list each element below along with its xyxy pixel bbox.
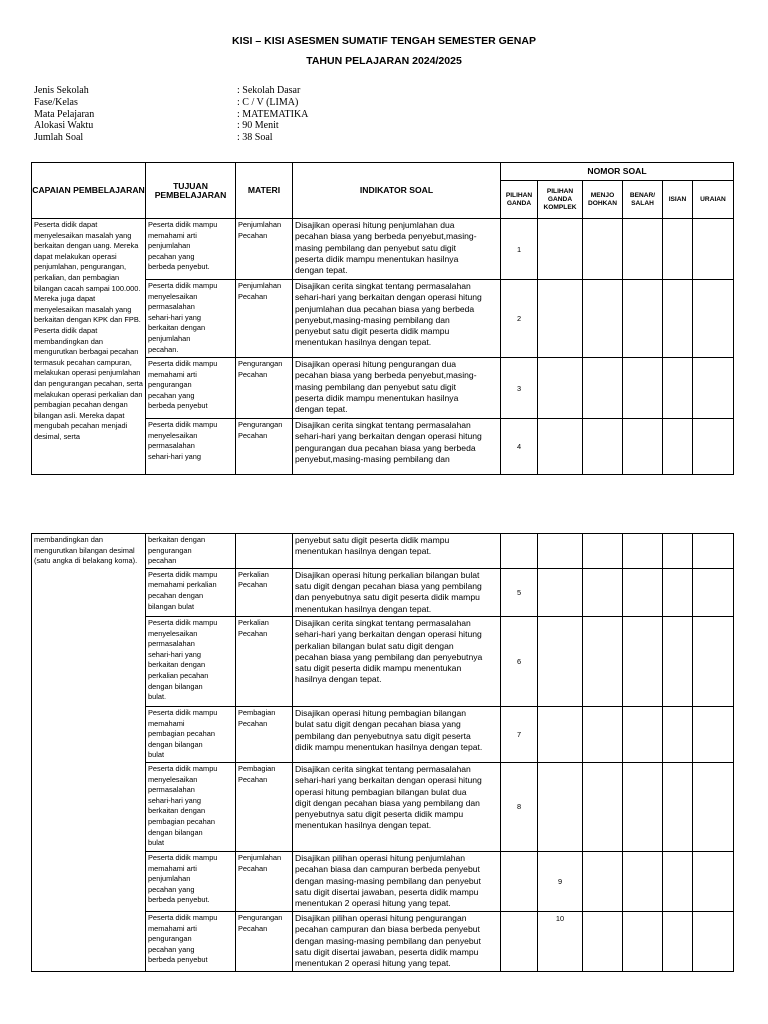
tujuan-cell [146, 358, 236, 419]
pgk-number [538, 534, 583, 569]
materi-text: Perkalian Pecahan [238, 617, 269, 638]
materi-cell [236, 616, 293, 706]
pg-number [501, 534, 538, 569]
pgk-number [538, 706, 583, 762]
materi-text: Penjumlahan Pecahan [238, 852, 282, 873]
empty-cell [693, 911, 734, 971]
pg-number: 5 [501, 568, 538, 616]
pg-number: 6 [501, 616, 538, 706]
materi-text: Pengurangan Pecahan [238, 359, 283, 379]
pgk-number [538, 568, 583, 616]
kisi-table-page1 [31, 162, 734, 475]
empty-cell [583, 534, 623, 569]
header-nomor-soal: NOMOR SOAL [501, 163, 734, 181]
empty-cell [663, 358, 693, 419]
pgk-number [538, 219, 583, 280]
empty-cell [693, 280, 734, 358]
indikator-cell [293, 851, 501, 911]
empty-cell [663, 616, 693, 706]
empty-cell [663, 419, 693, 475]
pg-number: 7 [501, 706, 538, 762]
indikator-text: Disajikan cerita singkat tentang permasalahan sehari-hari yang berkaitan dengan operasi hitung pengurangan dua pecahan biasa yang berbeda penyebut,masing-masing pembilang dan [295, 420, 482, 464]
indikator-text: Disajikan operasi hitung penjumlahan dua pecahan biasa yang berbeda penyebut,masing- masing pembilang dan penyebut satu digit peserta didik mampu menentukan hasilnya dengan tepat. [295, 220, 477, 276]
empty-cell [663, 762, 693, 851]
empty-cell [663, 219, 693, 280]
tujuan-text: Peserta didik mampu menyelesaikan permasalahan sehari-hari yang [148, 420, 218, 461]
pg-number: 1 [501, 219, 538, 280]
empty-cell [663, 534, 693, 569]
empty-cell [693, 358, 734, 419]
indikator-cell [293, 280, 501, 358]
empty-cell [623, 419, 663, 475]
tujuan-text: Peserta didik mampu memahami arti pengurangan pecahan yang berbeda penyebut [148, 912, 218, 965]
info-value: : 38 Soal [237, 132, 273, 144]
tujuan-cell [146, 706, 236, 762]
tujuan-text: Peserta didik mampu memahami arti penjumlahan pecahan yang berbeda penyebut. [148, 852, 218, 905]
header-capaian: CAPAIAN PEMBELAJARAN [32, 163, 146, 219]
tujuan-cell [146, 219, 236, 280]
document-title: KISI – KISI ASESMEN SUMATIF TENGAH SEMESTER GENAP [232, 35, 536, 47]
empty-cell [663, 280, 693, 358]
pgk-number [538, 762, 583, 851]
empty-cell [623, 706, 663, 762]
header-benar-salah: BENAR/ SALAH [623, 181, 663, 219]
indikator-cell [293, 219, 501, 280]
info-label: Mata Pelajaran [34, 108, 95, 120]
empty-cell [583, 706, 623, 762]
header-uraian: URAIAN [693, 181, 734, 219]
empty-cell [693, 568, 734, 616]
info-label: Jumlah Soal [34, 132, 84, 144]
indikator-text: Disajikan pilihan operasi hitung pengurangan pecahan campuran dan biasa berbeda penyebut dengan masing-masing pembilang dan penyebut satu digit disertai jawaban, peserta didik mampu menentukan 2 operasi hitung yang tepat. [295, 912, 481, 969]
header-materi: MATERI [236, 163, 293, 219]
materi-text: Pengurangan Pecahan [238, 912, 283, 933]
materi-cell [236, 358, 293, 419]
tujuan-text: Peserta didik mampu menyelesaikan permasalahan sehari-hari yang berkaitan dengan perkalian pecahan dengan bilangan bulat. [148, 617, 218, 702]
materi-cell [236, 419, 293, 475]
pg-number [501, 851, 538, 911]
info-label: Jenis Sekolah [34, 85, 89, 96]
empty-cell [583, 762, 623, 851]
tujuan-cell [146, 280, 236, 358]
empty-cell [583, 219, 623, 280]
empty-cell [693, 706, 734, 762]
indikator-text: Disajikan pilihan operasi hitung penjumlahan pecahan biasa dan campuran berbeda penyebut dengan masing-masing pembilang dan penyebut satu digit disertai jawaban, peserta didik mampu menentukan 2 operasi hitung yang tepat. [295, 852, 481, 909]
indikator-cell [293, 568, 501, 616]
materi-text [236, 534, 292, 536]
pg-number: 8 [501, 762, 538, 851]
indikator-cell [293, 616, 501, 706]
tujuan-cell [146, 616, 236, 706]
materi-cell [236, 568, 293, 616]
materi-cell [236, 280, 293, 358]
header-tujuan: TUJUAN PEMBELAJARAN [146, 163, 236, 219]
materi-text: Pembagian Pecahan [238, 763, 276, 784]
pg-number: 3 [501, 358, 538, 419]
empty-cell [623, 568, 663, 616]
tujuan-text: Peserta didik mampu memahami perkalian pecahan dengan bilangan bulat [148, 569, 218, 611]
empty-cell [663, 911, 693, 971]
tujuan-cell [146, 851, 236, 911]
tujuan-cell [146, 419, 236, 475]
tujuan-text: Peserta didik mampu memahami arti pengurangan pecahan yang berbeda penyebut [148, 359, 218, 411]
tujuan-cell [146, 911, 236, 971]
empty-cell [693, 851, 734, 911]
tujuan-cell [146, 762, 236, 851]
capaian-text: Peserta didik dapat menyelesaikan masalah yang berkaitan dengan uang. Mereka dapat melakukan operasi penjumlahan, pengurangan, perkalian, dan pembagian bilangan cacah sampai 100.000. Mereka juga dapat menyelesaikan masalah yang berkaitan dengan KPK dan FPB. Peserta didik dapat membandingkan dan mengurutkan berbagai pecahan termasuk pecahan campuran, melakukan operasi penjumlahan dan pengurangan pecahan, serta melakukan operasi perkalian dan pembagian pecahan dengan bilangan asli. Mereka dapat mengubah pecahan menjadi desimal, serta [34, 220, 143, 441]
indikator-cell [293, 911, 501, 971]
pgk-number: 9 [538, 851, 583, 911]
indikator-text: Disajikan operasi hitung pembagian bilangan bulat satu digit dengan pecahan biasa yang pembilang dan penyebutnya satu digit peserta didik mampu menentukan hasilnya dengan tepat. [295, 707, 483, 752]
pgk-number [538, 419, 583, 475]
materi-cell [236, 706, 293, 762]
empty-cell [693, 219, 734, 280]
info-value: : MATEMATIKA [237, 108, 309, 120]
empty-cell [693, 419, 734, 475]
materi-cell [236, 534, 293, 569]
empty-cell [663, 851, 693, 911]
empty-cell [583, 419, 623, 475]
tujuan-text: Peserta didik mampu menyelesaikan permasalahan sehari-hari yang berkaitan dengan penjumlahan pecahan. [148, 281, 218, 354]
indikator-text: Disajikan operasi hitung pengurangan dua pecahan biasa yang berbeda penyebut,masing- masing pembilang dan penyebut satu digit peserta didik mampu menentukan hasilnya dengan tepat. [295, 359, 477, 415]
kisi-table-page2 [31, 533, 734, 972]
materi-cell [236, 219, 293, 280]
empty-cell [623, 219, 663, 280]
tujuan-text: berkaitan dengan pengurangan pecahan [148, 535, 206, 566]
header-menjodohkan: MENJO DOHKAN [583, 181, 623, 219]
info-value: : C / V (LIMA) [237, 96, 299, 108]
pgk-number: 10 [538, 911, 583, 971]
tujuan-cell [146, 568, 236, 616]
indikator-cell [293, 534, 501, 569]
empty-cell [583, 911, 623, 971]
empty-cell [623, 280, 663, 358]
header-indikator: INDIKATOR SOAL [293, 163, 501, 219]
header-pilihan-ganda-komplek: PILIHAN GANDA KOMPLEK [538, 181, 583, 219]
materi-text: Penjumlahan Pecahan [238, 281, 282, 301]
empty-cell [583, 280, 623, 358]
materi-cell [236, 762, 293, 851]
pgk-number [538, 358, 583, 419]
indikator-cell [293, 358, 501, 419]
empty-cell [623, 534, 663, 569]
indikator-cell [293, 762, 501, 851]
tujuan-cell [146, 534, 236, 569]
materi-text: Perkalian Pecahan [238, 569, 269, 590]
empty-cell [583, 616, 623, 706]
header-pilihan-ganda: PILIHAN GANDA [501, 181, 538, 219]
empty-cell [623, 851, 663, 911]
empty-cell [583, 568, 623, 616]
indikator-text: penyebut satu digit peserta didik mampu menentukan hasilnya dengan tepat. [295, 535, 450, 557]
pg-number [501, 911, 538, 971]
empty-cell [663, 706, 693, 762]
indikator-text: Disajikan cerita singkat tentang permasalahan sehari-hari yang berkaitan dengan operasi hitung perkalian bilangan bulat satu digit dengan pecahan biasa yang pembilang dan penyebutnya satu digit peserta didik mampu menentukan hasilnya dengan tepat. [295, 617, 483, 685]
tujuan-text: Peserta didik mampu memahami pembagian pecahan dengan bilangan bulat [148, 707, 218, 760]
indikator-text: Disajikan cerita singkat tentang permasalahan sehari-hari yang berkaitan dengan operasi hitung penjumlahan dua pecahan biasa yang berbeda penyebut,masing-masing pembilang dan penyebut satu digit peserta didik mampu menentukan hasilnya dengan tepat. [295, 281, 482, 348]
tujuan-text: Peserta didik mampu memahami arti penjumlahan pecahan yang berbeda penyebut. [148, 220, 218, 272]
materi-cell [236, 851, 293, 911]
empty-cell [693, 762, 734, 851]
empty-cell [583, 358, 623, 419]
document-subtitle: TAHUN PELAJARAN 2024/2025 [306, 55, 462, 67]
empty-cell [623, 358, 663, 419]
materi-text: Pembagian Pecahan [238, 707, 276, 728]
pgk-number [538, 280, 583, 358]
pgk-number [538, 616, 583, 706]
pg-number: 2 [501, 280, 538, 358]
empty-cell [623, 762, 663, 851]
empty-cell [693, 534, 734, 569]
empty-cell [663, 568, 693, 616]
empty-cell [623, 911, 663, 971]
info-value: : Sekolah Dasar [237, 85, 301, 96]
info-label: Fase/Kelas [34, 96, 78, 108]
capaian-cell [32, 219, 146, 475]
info-value: : 90 Menit [237, 120, 279, 132]
materi-text: Pengurangan Pecahan [238, 420, 283, 440]
empty-cell [583, 851, 623, 911]
materi-text: Penjumlahan Pecahan [238, 220, 282, 240]
materi-cell [236, 911, 293, 971]
capaian-text: membandingkan dan mengurutkan bilangan desimal (satu angka di belakang koma). [34, 535, 138, 566]
header-isian: ISIAN [663, 181, 693, 219]
tujuan-text: Peserta didik mampu menyelesaikan permasalahan sehari-hari yang berkaitan dengan pembagian pecahan dengan bilangan bulat [148, 763, 218, 848]
capaian-cell [32, 534, 146, 972]
indikator-text: Disajikan cerita singkat tentang permasalahan sehari-hari yang berkaitan dengan operasi hitung operasi hitung pembagian bilangan bulat dua digit dengan pecahan biasa yang pembilang dan penyebutnya satu digit peserta didik mampu menentukan hasilnya dengan tepat. [295, 763, 482, 831]
empty-cell [623, 616, 663, 706]
indikator-cell [293, 419, 501, 475]
empty-cell [693, 616, 734, 706]
info-label: Alokasi Waktu [34, 120, 94, 132]
indikator-text: Disajikan operasi hitung perkalian bilangan bulat satu digit dengan pecahan biasa yang pembilang dan penyebutnya satu digit peserta didik mampu menentukan hasilnya dengan tepat. [295, 569, 482, 614]
pg-number: 4 [501, 419, 538, 475]
indikator-cell [293, 706, 501, 762]
